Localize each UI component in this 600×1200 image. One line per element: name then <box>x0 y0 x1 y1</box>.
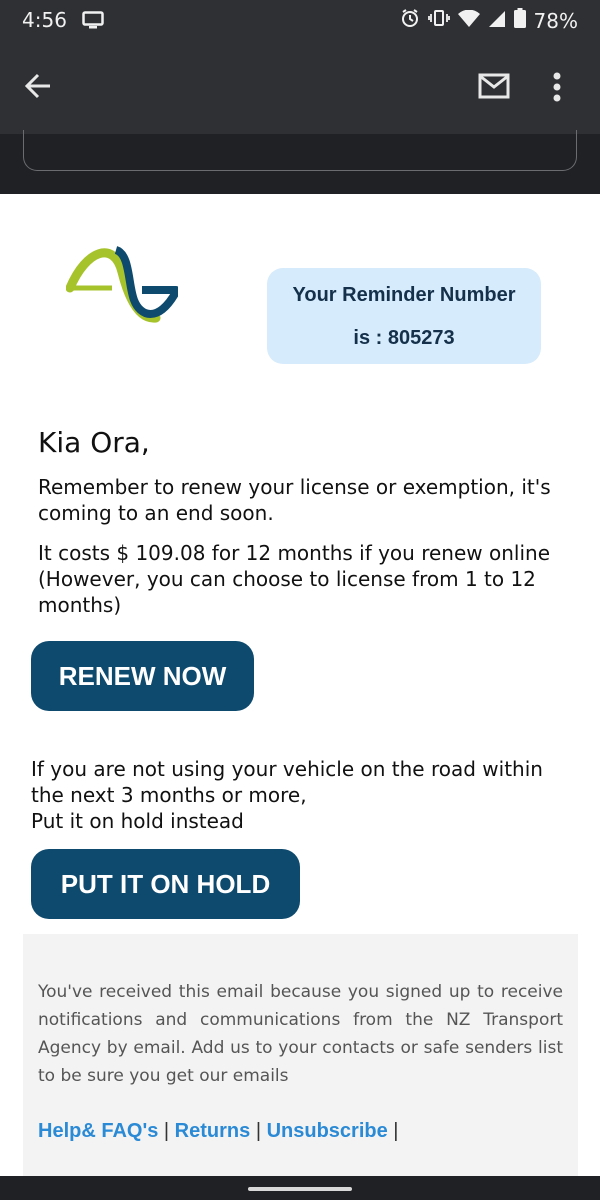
hold-info-line1: If you are not using your vehicle on the road within the next 3 months or more, <box>31 757 543 807</box>
status-bar <box>0 0 600 42</box>
cost-text: It costs $ 109.08 for 12 months if you renew online (However, you can choose to license from 1 to 12 months) <box>38 541 550 617</box>
screen-cast-icon <box>82 11 104 34</box>
home-gesture-handle[interactable] <box>248 1187 352 1191</box>
footer-links <box>38 1120 399 1143</box>
battery-icon <box>514 8 526 33</box>
reminder-number-box <box>267 268 541 364</box>
battery-percent: 78% <box>533 8 578 33</box>
email-body <box>0 194 600 1176</box>
mail-icon[interactable] <box>478 72 510 105</box>
put-on-hold-button[interactable]: PUT IT ON HOLD <box>31 849 300 919</box>
email-footer <box>23 934 578 1176</box>
link-separator: | <box>163 1120 170 1142</box>
unsubscribe-link[interactable]: Unsubscribe <box>266 1120 388 1142</box>
renewal-reminder-text: Remember to renew your license or exemption, it's coming to an end soon. <box>38 475 551 525</box>
previous-message-strip <box>0 134 600 194</box>
greeting: Kia Ora, <box>38 426 150 459</box>
reminder-number: is : 805273 <box>353 327 455 349</box>
hold-info-line2: Put it on hold instead <box>31 809 244 833</box>
previous-message-card <box>23 130 577 171</box>
help-faq-link[interactable]: Help& FAQ's <box>38 1120 159 1142</box>
renew-now-button[interactable]: RENEW NOW <box>31 641 254 711</box>
link-separator: | <box>255 1120 262 1142</box>
reminder-label: Your Reminder Number <box>292 284 516 306</box>
wifi-icon <box>458 9 480 33</box>
navigation-bar <box>0 1176 600 1200</box>
footer-note: You've received this email because you signed up to receive notifications and communications from the NZ Transport Agency by email. Add us to your contacts or safe senders list to be sure you get our emails <box>38 982 563 1086</box>
signal-icon <box>488 9 506 33</box>
link-separator: | <box>393 1120 399 1142</box>
alarm-icon <box>400 8 420 33</box>
app-bar <box>0 42 600 134</box>
hold-info-text <box>31 756 571 834</box>
arrow-back-icon[interactable] <box>24 72 52 105</box>
more-vert-icon[interactable] <box>552 72 562 107</box>
vibrate-icon <box>428 8 450 33</box>
status-time: 4:56 <box>22 8 67 32</box>
nzta-logo-icon <box>66 244 178 333</box>
returns-link[interactable]: Returns <box>174 1120 251 1142</box>
